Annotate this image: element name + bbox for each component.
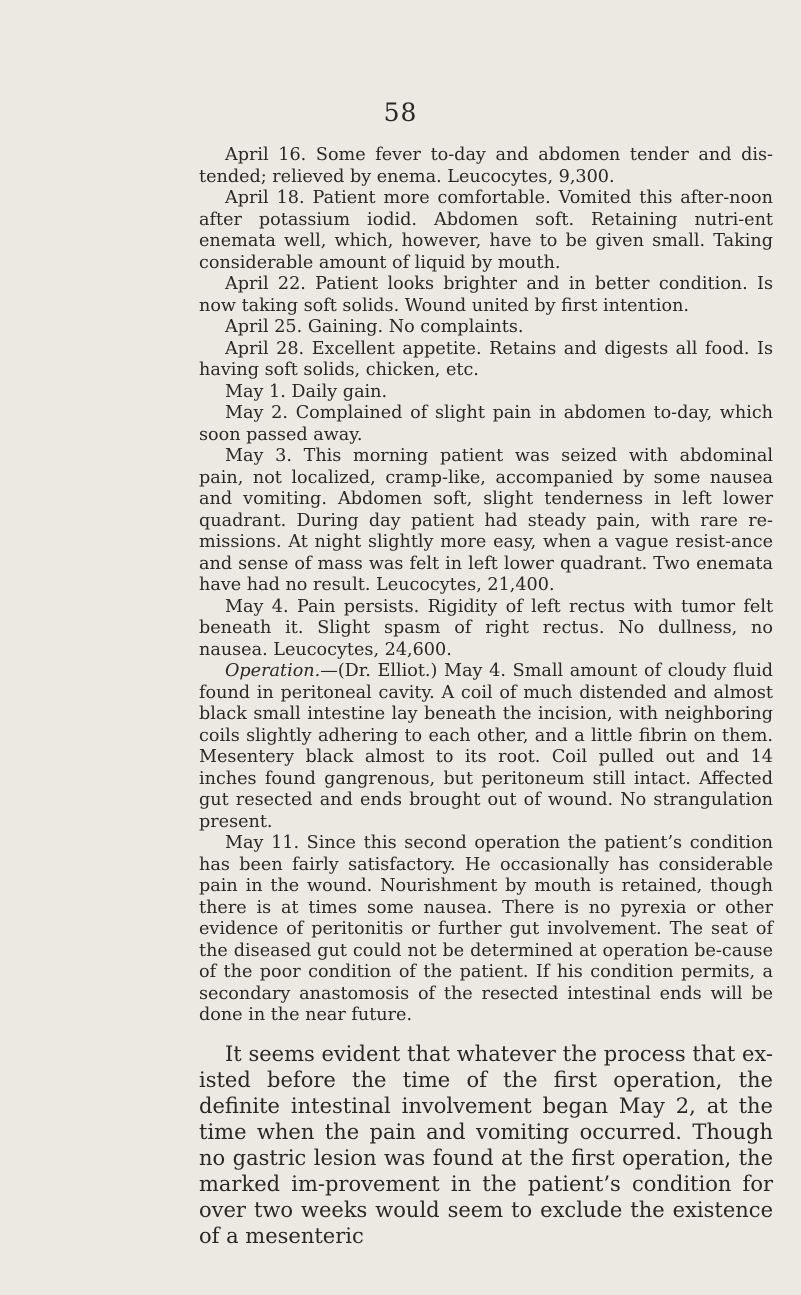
entry-date: April 18. — [225, 188, 305, 208]
entry-text: Pain persists. Rigidity of left rectus with tumor felt beneath it. Slight spasm of right rectus. No dullness, no nausea. Leucocytes, 24,600. — [199, 596, 774, 660]
body-text — [199, 145, 773, 1249]
page-number: 58 — [383, 98, 418, 127]
entry-text: Patient more comfortable. Vomited this after-noon after potassium iodid. Abdomen soft. Retaining nutri-ent enemata well, which, however, have to be given small. Taking considerable amount of liquid by mouth. — [199, 188, 773, 273]
entry-text: Excellent appetite. Retains and digests all food. Is having soft solids, chicken, etc. — [199, 338, 773, 380]
entry-date: May 2. — [225, 403, 288, 423]
entry-date: May 3. — [225, 446, 292, 466]
discussion-paragraph: It seems evident that whatever the process that ex-isted before the time of the first operation, the definite intestinal involvement began May 2, at the time when the pain and vomiting occurred. Though no gastric lesion was found at the first operation, the marked im-provement in the patient’s condition for over two weeks would seem to exclude the existence of a mesenteric — [199, 1041, 773, 1248]
entry-date: April 16. — [225, 145, 307, 165]
entry-text: This morning patient was seized with abdominal pain, not localized, cramp-like, accompanied by some nausea and vomiting. Abdomen soft, slight tenderness in left lower quadrant. During day patient had steady pain, with rare re-missions. At night slightly more easy, when a vague resist-ance and sense of mass was felt in left lower quadrant. Two enemata have had no result. Leucocytes, 21,400. — [199, 446, 773, 595]
case-entry — [199, 661, 773, 833]
case-notes — [199, 145, 773, 1027]
entry-date: May 4. — [225, 596, 289, 617]
entry-date: April 28. — [225, 338, 305, 359]
entry-text: (Dr. Elliot.) May 4. Small amount of cloudy fluid found in peritoneal cavity. A coil of much distended and almost black small intestine lay beneath the incision, with neighboring coils slightly adhering to each other, and a little fibrin on them. Mesentery black almost to its root. Coil pulled out and 14 inches found gangrenous, but peritoneum still intact. Affected gut resected and ends brought out of wound. No strangulation present. — [199, 661, 773, 832]
entry-text: Patient looks brighter and in better condition. Is now taking soft solids. Wound united by first intention. — [199, 274, 773, 316]
entry-text: Some fever to-day and abdomen tender and dis-tended; relieved by enema. Leucocytes, 9,300. — [199, 145, 773, 187]
case-entry — [199, 403, 773, 446]
case-entry — [199, 597, 773, 662]
entry-date: April 25. — [225, 317, 303, 337]
entry-text: Daily gain. — [291, 381, 388, 402]
case-entry — [199, 145, 773, 188]
case-entry — [199, 382, 773, 404]
case-entry — [199, 188, 773, 274]
entry-text: Gaining. No complaints. — [307, 317, 524, 337]
operation-heading: Operation.— — [225, 661, 338, 681]
entry-date: April 22. — [225, 274, 306, 294]
case-entry — [199, 339, 773, 382]
case-entry — [199, 274, 773, 317]
case-entry — [199, 446, 773, 597]
entry-date: May 11. — [225, 833, 300, 853]
case-entry — [199, 833, 773, 1027]
case-entry — [199, 317, 773, 339]
entry-date: May 1. — [225, 381, 286, 402]
entry-text: Complained of slight pain in abdomen to-day, which soon passed away. — [199, 403, 774, 445]
entry-text: Since this second operation the patient’s condition has been fairly satisfactory. He occasionally has considerable pain in the wound. Nourishment by mouth is retained, though there is at times some nausea. There is no pyrexia or other evidence of peritonitis or further gut involvement. The seat of the diseased gut could not be determined at operation be-cause of the poor condition of the patient. If his condition permits, a secondary anastomosis of the resected intestinal ends will be done in the near future. — [199, 833, 773, 1025]
